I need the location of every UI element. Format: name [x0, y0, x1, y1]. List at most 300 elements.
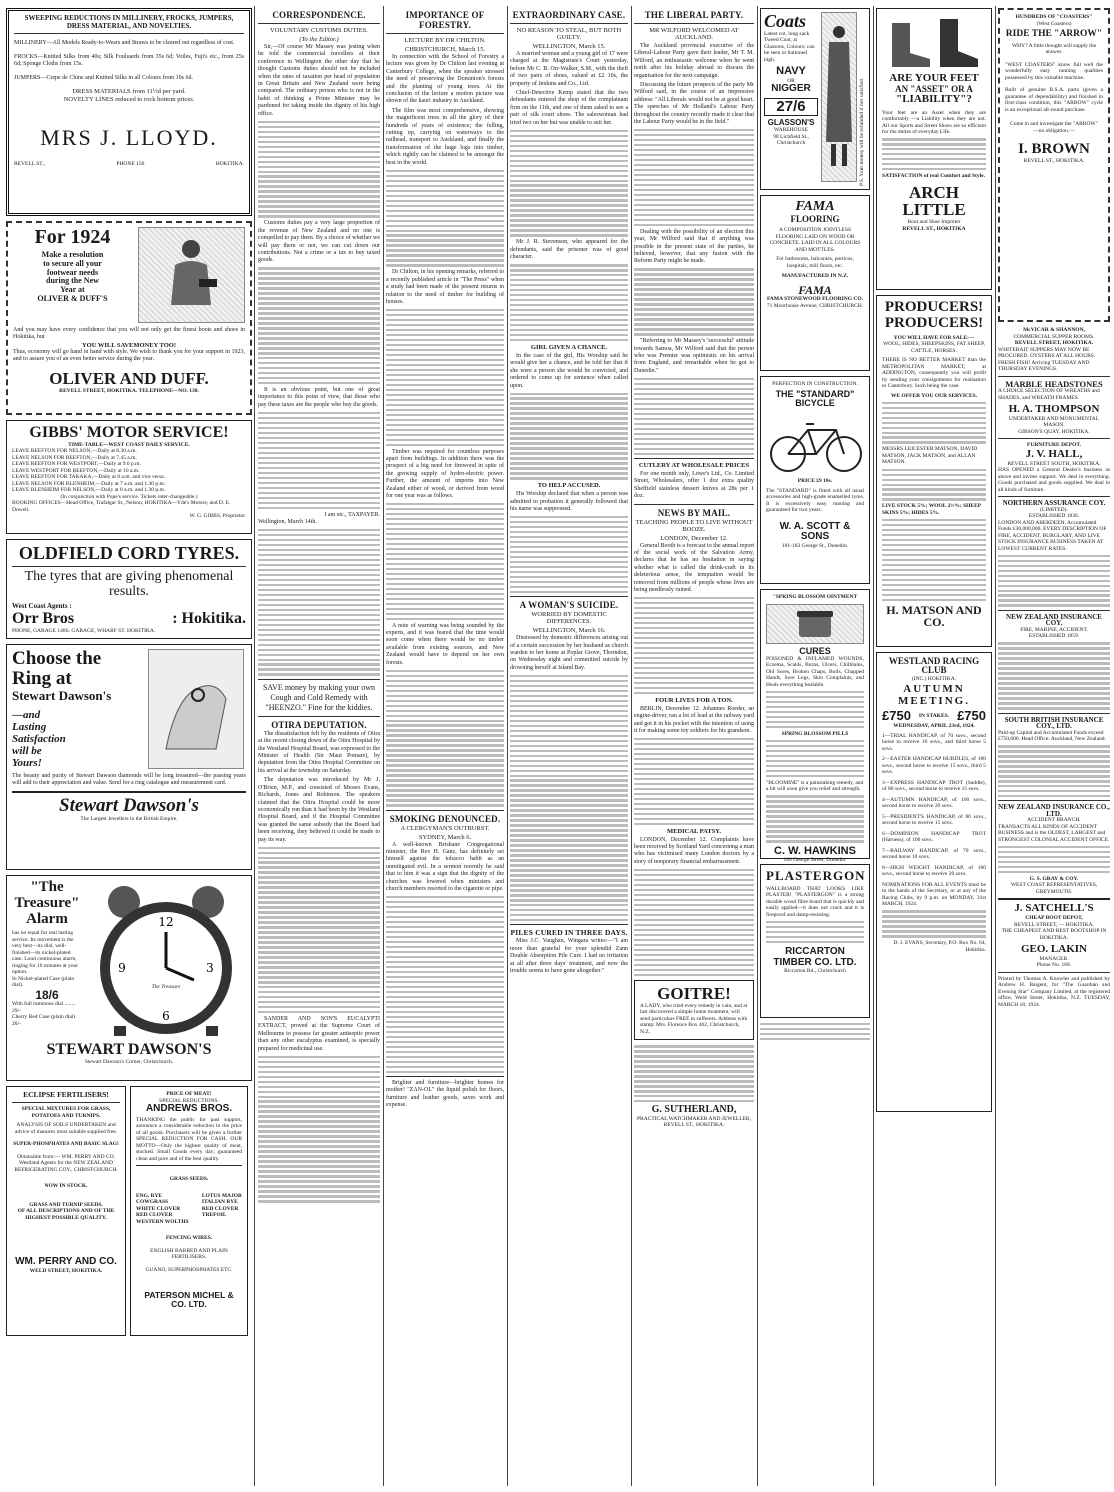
ring-tagline-line: Yours!: [12, 756, 42, 769]
riccarton-address: Riccarton Rd., Christchurch: [784, 968, 846, 975]
alarm-luminous: With full luminous dial ........ 29/-: [12, 1001, 76, 1014]
oliver-line: Year at: [60, 285, 85, 295]
alarm-clock-brand: The Treasure: [151, 984, 181, 990]
mcvicar-sub: COMMERCIAL SUPPER ROOMS.: [1013, 333, 1095, 340]
racing-sub: (INC.) HOKITIKA.: [911, 675, 957, 682]
text-filler: [258, 412, 380, 509]
smoking-sub: A CLERGYMAN'S OUTBURST.: [400, 824, 490, 832]
glasson-name: GLASSON'S: [767, 117, 815, 127]
text-filler: [634, 378, 754, 455]
column-2: [258, 8, 380, 1484]
correspondence-heading: CORRESPONDENCE.: [272, 10, 366, 20]
alarm-body: has no equal for real lasting service. Its movement is the very best—its dial, well-finished—its nickel-plated case. Loud continuous alarm, ringing for 10 minutes at your option.: [12, 930, 79, 976]
seed-item: COWGRASS: [136, 1199, 169, 1205]
ring-top: [12, 649, 246, 769]
ring-tagline-line: —and: [12, 708, 41, 721]
article-paragraph: Sir,—Of course Mr Massey was jesting when he told the commercial travellers at their conference in Wellington the other day that he thought Customs duties should not be included when the rates of taxation per head of population in Great Britain and New Zealand were being compared. The ordinary person who is not in the habit of thinking a Prime Minister may be pardoned for taking inside the dignity of his high office.: [258, 44, 380, 117]
text-filler: [882, 519, 986, 601]
text-filler: [882, 138, 986, 170]
cures-heading: CURES: [799, 645, 831, 656]
lloyd-footer-left: REVELL ST.,: [14, 161, 46, 168]
oliver-name: OLIVER AND DUFF.: [49, 368, 209, 388]
letter-sign: I am etc., TAXPAYER.: [324, 511, 380, 518]
smoking-heading: SMOKING DENOUNCED.: [389, 813, 501, 824]
treasure-alarm-advertisement: [6, 875, 252, 1081]
perry-line: SPECIAL MIXTURES FOR GRASS,: [21, 1106, 111, 1113]
autumn-meeting: AUTUMN MEETING.: [898, 683, 970, 707]
oliver-line: Make a resolution: [41, 250, 104, 259]
stewart-dawson-ring-advertisement: [6, 644, 252, 870]
column-6: [760, 8, 870, 1484]
perry-line: GRASS AND TURNIP SEEDS.: [29, 1201, 103, 1208]
timetable-line: LEAVE NELSON FOR REEFTON,—Daily at 7.45 a.m.: [12, 454, 137, 461]
fama-title: FAMA: [795, 199, 835, 214]
lloyd-line: JUMPERS—Crepe de Chine and Knitted Silks in all Colours from 10s 6d.: [14, 74, 193, 81]
text-filler: [386, 670, 504, 807]
producers-body: THERE IS NO BETTER MARKET than the METROPOLITAN MARKET, at ADDINGTON, consequently you will profit by sending your consignments for realisation to Canterbury. Such being the case.: [882, 357, 986, 389]
seed-item: TREFOIL: [201, 1212, 227, 1218]
timetable-line: LEAVE REEFTON FOR WESTPORT,—Daily at 9.0 p.m.: [12, 461, 141, 468]
nz-insurance-name: NEW ZEALAND INSURANCE COY.: [1006, 612, 1102, 628]
text-filler: [998, 642, 1110, 709]
article-paragraph: SANDER AND SON'S EUCALYPTI EXTRACT, proved at the Supreme Court of Melbourne to possess far greater antiseptic power than any other eucalyptus examined, is specially prepared for medicinal use.: [258, 1016, 380, 1052]
ring-text: [12, 649, 142, 769]
goitre-advertisement: [634, 980, 754, 1040]
standard-bicycle-advertisement: [760, 376, 870, 584]
spring-title: "SPRING BLOSSOM OINTMENT: [772, 594, 858, 600]
race-entry: 6—DOMINION HANDICAP TROT (Harness), of 100 sovs.: [882, 830, 986, 844]
bottom-ad-row: [6, 1086, 252, 1336]
seed-item: RED CLOVER: [201, 1205, 239, 1212]
perry-advertisement: [6, 1086, 126, 1336]
coasters-heading: HUNDREDS OF "COASTERS": [1015, 14, 1093, 20]
gibbs-timetable: [12, 448, 246, 494]
oliver-line: footwear needs: [46, 267, 99, 277]
mcvicar-name: McVICAR & SHANNON,: [1023, 327, 1085, 333]
column-1: [6, 8, 252, 1484]
boots-illustration: [882, 13, 986, 73]
feet-question: "LIABILITY"?: [896, 92, 972, 105]
column-8: [998, 8, 1110, 1484]
text-filler: [386, 309, 504, 446]
lloyd-footer-town: HOKITIKA.: [215, 161, 244, 168]
oldfield-agent-town: : Hokitika.: [172, 609, 246, 627]
oldfield-footer: PHONE, GARAGE 148S. GARAGE, WHARF ST. HOKITIKA.: [12, 627, 156, 634]
girl-chance-heading: GIRL GIVEN A CHANCE.: [530, 343, 608, 351]
ring-title: Stewart Dawson's: [12, 687, 112, 703]
coats-text: [764, 12, 818, 186]
paterson-name: PATERSON MICHEL & CO. LTD.: [144, 1290, 234, 1309]
help-accused-heading: TO HELP ACCUSED.: [537, 482, 601, 490]
westland-racing-advertisement: [876, 652, 992, 1112]
fama-flooring: FLOORING: [790, 213, 840, 224]
thompson-name: H. A. THOMPSON: [1008, 403, 1100, 416]
woman-shoe-illustration: [138, 227, 245, 323]
hall-body: HAS OPENED a General Dealer's business as above and invites support. We deal in everything. Goods purchased and goods supplied. We deal in all kinds of furniture.: [998, 467, 1110, 493]
article-paragraph: BERLIN, December 12. Johannes Roeder, an engine-driver, ran a lot of lead at the railway yard and got it in his pocket with the intention of using it for making some toy soldiers for his grandson.: [634, 705, 754, 734]
text-filler: [386, 170, 504, 267]
timetable-line: LEAVE NELSON FOR BLENHEIM,—Daily at 7 a.m. and 1.30 p.m.: [12, 480, 166, 487]
coats-or: OR: [787, 77, 795, 84]
extraordinary-heading: EXTRAORDINARY CASE.: [512, 10, 626, 20]
race-entry: 8—HIGH WEIGHT HANDICAP, of 100 sovs., second horse to receive 20 sovs.: [882, 864, 986, 878]
dateline: CHRISTCHURCH, March 15.: [404, 46, 486, 53]
south-british-name: SOUTH BRITISH INSURANCE COY., LTD.: [1004, 715, 1104, 731]
seed-item: ENG. RYE: [136, 1192, 163, 1199]
spring-blossom-advertisement: [760, 589, 870, 864]
article-paragraph: Discussing the future prospects of the party Mr Wilford said, in the course of an impressive address: "All Liberals would not be at good heart. The speeches of Mr Holland's Labour Party throughout the country recently made it clear that the Labour Party would be in the field.": [634, 82, 754, 126]
medical-heading: MEDICAL PATSY.: [666, 827, 722, 835]
text-filler: [510, 393, 628, 480]
gibbs-title: GIBBS' MOTOR SERVICE!: [29, 424, 229, 441]
lakin-phone: Phone No. 168.: [1036, 962, 1072, 969]
race-entry: 4—AUTUMN HANDICAP, of 100 sovs., second horse to receive 20 sovs.: [882, 796, 986, 810]
text-filler: [998, 846, 1110, 873]
satchell-sub: CHEAP BOOT DEPOT,: [1025, 915, 1083, 921]
article-paragraph: The dissatisfaction felt by the residents of Otira at the recent closing down of the Otira Hospital by the Westland Hospital Board, was expressed to the Minister of Health (Sir Maui Pomare), by deputation from the Otira Hospital Committee on his arrival at the township on Saturday.: [258, 730, 380, 774]
article-paragraph: Chief-Detective Kemp stated that the two defendants entered the shop of the complainant firm on the 11th, and one of them asked to see a pair of silk court shoes. The saleswoman had tried two on her but was unable to suit her.: [510, 90, 628, 126]
column-5: [634, 8, 754, 1484]
svg-text:9: 9: [118, 961, 126, 975]
ring-tagline: [12, 709, 142, 769]
andrews-advertisement: [130, 1086, 248, 1336]
article-paragraph: A married woman and a young girl of 17 were charged at the Magistrate's Court yesterday, before Mr C. B. Orr-Walker, S.M., with the theft of two pairs of shoes, valued at £2 10s, the property of Jenkins and Co., Ltd.: [510, 51, 628, 87]
plastergon-advertisement: [760, 864, 870, 1018]
heenzo-ad: SAVE money by making your own Cough and Cold Remedy with "HEENZO." Fine for the kiddies.: [262, 682, 376, 712]
article-paragraph: The film was most comprehensive, showing the magnificent trees in all the glory of their hundreds of years of existence; the felling, cutting up, carrying on waterways to the railhead, transport to Auckland, and finally the transformation of the huge logs into timber, which rightly can be claimed to be amongst the best in the world.: [386, 107, 504, 166]
alarm-clock-icon: [86, 880, 246, 1040]
article-paragraph: It is an obvious point, but one of great importance to this point of view, that those who pay these taxes are the people who buy the goods.: [258, 387, 380, 408]
fama-title-2: FAMA: [798, 282, 832, 297]
nz-insurance-established: ESTABLISHED 1859.: [1028, 633, 1080, 640]
ring-title: Ring at: [12, 667, 72, 689]
bicycle-price: PRICE £9 10s.: [797, 478, 833, 485]
text-filler: [634, 738, 754, 825]
lloyd-line: FROCKS—Knitted Silks from 40s; Silk Fouluards from 35s 6d; Voiles, Fuji's etc., from 25s 6d; Sponge Cloths from 15s.: [14, 53, 244, 68]
column-rule: [254, 6, 255, 1486]
coasters-sub: (West Coasters): [1036, 20, 1072, 27]
timetable-line: LEAVE WESTPORT FOR REEFTON,—Daily at 10 a.m.: [12, 467, 140, 474]
nzic-body: TRANSACTS ALL KINDS OF ACCIDENT BUSINESS and is the OLDEST, LARGEST and STRONGEST COLONIAL ACCIDENT OFFICE.: [998, 823, 1110, 843]
lloyd-line: NOVELTY LINES reduced to rock bottom prices.: [63, 96, 195, 103]
brown-address: REVELL ST., HOKITIKA.: [1023, 158, 1085, 165]
liberal-sub: MR WILFORD WELCOMED AT AUCKLAND.: [649, 27, 739, 41]
race-entry: 7—RAILWAY HANDICAP, of 70 sovs., second horse 10 sovs.: [882, 847, 986, 861]
oliver-save: YOU WILL SAVEMONEY TOO!: [81, 341, 177, 349]
producers-offer: WE OFFER YOU OUR SERVICES.: [890, 392, 978, 399]
feet-question: ARE YOUR FEET: [889, 72, 979, 84]
andrews-name: ANDREWS BROS.: [145, 1103, 233, 1114]
marble-body: A CHOICE SELECTION OF WREATHS and SHADES, and WREATH FRAMES.: [998, 388, 1100, 401]
hawkins-name: C. W. HAWKINS: [774, 844, 856, 857]
blooming-body: "BLOOMINE" is a painstaking remedy, and a bit will soon give you relief and strength.: [766, 779, 864, 793]
goitre-body: A LADY, who tried every remedy in vain, and at last discovered a simple home treatment, will send particulars FREE to sufferers. Address with stamp: Mrs. Florence Box 462, Christchurch, N.Z.: [640, 1002, 748, 1035]
alarm-cherry: Cherry Red Case (plain dial) 20/-: [12, 1014, 76, 1027]
nzic-sub: ACCIDENT BRANCH.: [1027, 817, 1081, 824]
northern-name: NORTHERN ASSURANCE COY.: [1002, 499, 1106, 508]
printer-imprint: Printed by Thomas A. Knowles and published by Andrew H. Baigent, for "The Guardian and Evening Star" Company Limited, at the registered office, Weld Street, Hokitika, N.Z. TUESDAY, MARCH 18, 1924.: [998, 975, 1110, 1008]
furniture-heading: FURNITURE DEPOT.: [1027, 442, 1081, 449]
seed-item: LOTUS MAJOR: [201, 1192, 242, 1199]
perry-line: POTATOES AND TURNIPS.: [31, 1112, 101, 1119]
andrews-body: THANKING the public for past support, announce a considerable reduction in the price of all goods. Purchasers will be given a further SPECIAL REDUCTION FOR CASH. OUR MOTTO—Only the highest quality of meat, stocked. Small Goods every day; guaranteed clean and pure and of the best quality.: [136, 1116, 242, 1162]
article-paragraph: His Worship declared that when a person was admitted to probation it generally followed that his name was suppressed.: [510, 491, 628, 513]
news-heading: NEWS BY MAIL.: [657, 507, 731, 518]
oldfield-agent-row: [12, 610, 246, 628]
article-paragraph: Miss J.C. Vaughan, Wingara writes:—"I am more than grateful for your splendid Zann Double Absorption Pile Cure. I had no irritation at all after three days' treatment, and now the trouble seems to have gone altogether.": [510, 938, 628, 975]
coat-figure-illustration: [821, 12, 857, 182]
text-filler: [510, 516, 628, 593]
lloyd-name: MRS J. LLOYD.: [40, 125, 218, 150]
timetable-line: LEAVE REEFTON FOR TAKAKA,—Daily at 8 a.m. and vice versa.: [12, 474, 166, 481]
article-paragraph: A well-known Brisbane Congregational minister, the Rev H. Ganz, has definitely set himself against the tobacco habit as an unmitigated evil. In a sermon recently he said that to him it was a sign that the dignity of the churches was lowered when ministers and church members resorted to the cigarette or pipe.: [386, 841, 504, 893]
arch-little-address: REVELL ST., HOKITIKA: [902, 225, 966, 232]
gray-sub: WEST COAST REPRESENTATIVES, GREYMOUTH.: [1010, 882, 1098, 895]
column-7: [876, 8, 992, 1484]
lakin-name: GEO. LAKIN: [1020, 943, 1087, 955]
coats-body: Latest cut, long sack Tweed Coat, at Glassons, Colours: can be seen or buttoned high.: [764, 30, 815, 63]
article-paragraph: The deputation was introduced by Mr J. O'Brien, M.P., and consisted of Messrs Evans, Richards, Jones and Robinson. The speakers claimed that the Otira Hospital could be more economically run than it had been by the Westland Hospital Board, and if the Hospital Committee was granted the same subsidy that the Board had been receiving, they believed it could be made to pay its way.: [258, 777, 380, 843]
text-filler: [258, 1056, 380, 1203]
oliver-text-block: [13, 227, 132, 323]
article-paragraph: Customs duties pay a very large proportion of the revenue of New Zealand and no one is compelled to pay them. By a choice of whether we will pay them or not, we can cut down our contributions. Not a crime or a tax to buy taxed goods.: [258, 220, 380, 264]
article-paragraph: Mr J. R. Stevenson, who appeared for the defendants, said the prisoner was of good character.: [510, 239, 628, 261]
coasters-body-2: Built of genuine B.S.A. parts (given a guarantee of dependability) and finished in first-class condition, this "ARROW" cycle is an exceptional all-round purchase.: [1005, 87, 1103, 113]
suicide-heading: A WOMAN'S SUICIDE.: [519, 600, 619, 611]
text-filler: [258, 529, 380, 676]
race-entry: 1—TRIAL HANDICAP, of 70 sovs., second horse to receive 10 sovs., and third horse 5 sovs.: [882, 732, 986, 752]
race-entry: 3—EXPRESS HANDICAP TROT (Saddle), of 80 sovs., second horse to receive 15 sovs.: [882, 779, 986, 793]
marble-heading: MARBLE HEADSTONES: [1005, 378, 1103, 389]
text-filler: [510, 675, 628, 922]
arch-little-sub: Boot and Shoe Importer: [907, 219, 961, 226]
lloyd-line: DRESS MATERIALS from 11½d per yard.: [72, 88, 186, 95]
matson-name: H. MATSON AND CO.: [886, 602, 982, 630]
dateline: WELLINGTON, March 15.: [532, 43, 606, 50]
nz-insurance-sub: FIRE, MARINE, ACCIDENT.: [1020, 626, 1088, 633]
andrews-fencing: FENCING WIRES.: [165, 1235, 213, 1241]
andrews-seeds: GRASS SEEDS.: [169, 1176, 209, 1182]
suicide-sub: WORRIED BY DOMESTIC DIFFERENCES.: [531, 611, 607, 626]
boots-icon: [884, 13, 984, 71]
article-paragraph: In the case of the girl, His Worship said he would give her a chance, and he told her that if she were a person she would be convicted, and ordered to come up for sentence when called upon.: [510, 352, 628, 389]
oldfield-tagline: The tyres that are giving phenomenal results.: [24, 568, 234, 599]
svg-text:12: 12: [158, 915, 174, 929]
hall-name: J. V. HALL,: [1025, 447, 1083, 460]
zanol-ad: Brighter and furniture—brighter homes for mother! "ZAN-OL" the liquid polish for floors, furniture and leather goods, saves work and expense.: [386, 1079, 504, 1109]
andrews-title: PRICE OF MEAT!: [166, 1091, 212, 1097]
text-filler: [634, 1045, 754, 1102]
text-filler: [258, 267, 380, 384]
column-rule: [383, 6, 384, 1486]
article-paragraph: The Auckland provincial executive of the Liberal-Labour Party gave their leader, Mr T. M. Wilford, an enthusiastic welcome when he went north after his holiday abroad to discuss the organisation for the next campaign.: [634, 43, 754, 79]
text-filler: [766, 740, 864, 777]
perry-title: ECLIPSE FERTILISERS!: [23, 1090, 109, 1099]
sutherland-sub: PRACTICAL WATCHMAKER AND JEWELLER,: [637, 1115, 751, 1122]
text-filler: [258, 847, 380, 1014]
oliver-line: to secure all your: [43, 258, 102, 268]
oliver-footer: REVELL STREET, HOKITIKA. TELEPHONE—NO. 130.: [59, 387, 199, 394]
oldfield-advertisement: [6, 539, 252, 639]
forestry-heading: IMPORTANCE OF FORESTRY.: [405, 10, 485, 30]
fama-body: A COMPOSITION JOINTLESS FLOORING LAID ON WOOD OR CONCRETE. LAID IN ALL COLOURS AND MOTTLES.: [769, 227, 861, 253]
text-filler: [766, 921, 864, 943]
northern-body: LONDON AND ABERDEEN. Accumulated Funds £30,000,000. EVERY DESCRIPTION OF FIRE, ACCIDENT, BURGLARY, AND LIVE STOCK INSURANCE BUSINESS TAKEN AT LOWEST CURRENT RATES.: [998, 519, 1107, 552]
ring-tagline-line: will be: [12, 744, 42, 757]
extraordinary-sub: NO REASON TO STEAL, BUT BOTH GUILTY.: [516, 27, 622, 41]
oldfield-agent-name: Orr Bros: [12, 609, 75, 627]
column-4: [510, 8, 628, 1484]
ring-tagline-line: Lasting: [12, 720, 47, 733]
feet-question: AN "ASSET" OR A: [895, 83, 973, 94]
text-filler: [766, 795, 864, 842]
text-filler: [386, 503, 504, 620]
seed-item: RED CLOVER: [136, 1212, 173, 1218]
ring-brand-sub: The Largest Jewellers in the British Empire.: [80, 815, 178, 822]
seed-list-right: [202, 1193, 242, 1226]
article-paragraph: Dr Chilton, in his opening remarks, referred to a recently published article in "The Press" when a study had been made of the present returns in relation to the need of timber for building of houses.: [386, 269, 504, 305]
column-rule: [631, 6, 632, 1486]
glasson-address: 98 Lichfield St., Christchurch: [773, 133, 809, 147]
ring-tagline-line: Satisfaction: [12, 732, 66, 745]
gibbs-sign: W. G. GIBBS, Proprietor.: [189, 513, 246, 520]
producers-list: WOOL, HIDES, SHEEPSKINS, FAT SHEEP, CATTLE, HORSES.: [883, 341, 985, 354]
mcvicar-address: REVELL STREET, HOKITIKA.: [1014, 340, 1094, 346]
glasson-refund-note: P.S. Your money will be refunded if not satisfied.: [858, 77, 865, 186]
south-british-body: Paid-up Capital and Accumulated Funds exceed £750,000. Head Office: Auckland, New Zealand.: [998, 729, 1106, 743]
arrow-why: WHY? A little thought will supply the answer.: [1011, 42, 1097, 56]
lloyd-heading: SWEEPING REDUCTIONS IN MILLINERY, FROCKS, JUMPERS, DRESS MATERIAL, AND NOVELTIES.: [24, 14, 234, 30]
arrow-come: Come in and investigate the "ARROW": [1010, 121, 1098, 128]
bicycle-illustration: [766, 412, 864, 474]
text-filler: [882, 469, 986, 501]
feet-satisfaction: SATISFACTION of real Comfort and Style.: [882, 173, 985, 180]
text-filler: [766, 691, 864, 728]
nominations: NOMINATIONS FOR ALL EVENTS must be in the hands of the Secretary, or at any of the Racing Clubs, by 9 p.m. on MONDAY, 31st MARCH, 1924.: [882, 881, 986, 908]
lloyd-advertisement: [6, 8, 252, 216]
article-paragraph: Dealing with the possibility of an election this year, Mr Wilford said that if anything was possible in the present state of the parties, he believed, however, that any fusion with the Reform Party might be made.: [634, 228, 754, 265]
feet-body: Your feet are an Asset when they are comfortably —a Liability when they are not. All our Sports and Street Shoes are so efficient for the duties of everyday Life.: [882, 109, 986, 136]
dateline: SYDNEY, March 6.: [418, 833, 472, 841]
arrow-cycle-advertisement: [998, 8, 1110, 322]
fama-flooring-advertisement: [760, 195, 870, 371]
oliver-line: OLIVER & DUFF'S: [37, 293, 108, 303]
ring-body: The beauty and purity of Stewart Dawson diamonds will be long treasured—the passing years will add to their appreciation and value. Send for a ring catalogue and measurement card.: [12, 773, 246, 787]
ointment-jar-illustration: [766, 604, 864, 644]
cures-body: POISONED & INFLAMED WOUNDS, Eczema, Scalds, Burns, Ulcers, Chilblains, Old Sores, Broken Chaps, Boils, Chapped Hands, Sore Legs, Skin Complaints, and Heals everything healable.: [766, 655, 864, 688]
seed-list-left: [136, 1193, 189, 1226]
andrews-fencing-detail: ENGLISH BARBED AND PLAIN FERTILISERS.: [150, 1247, 228, 1260]
column-rule: [873, 6, 874, 1486]
fama-address: 71 Moorhouse Avenue, CHRISTCHURCH.: [766, 302, 864, 309]
oliver-top: [13, 227, 245, 323]
perry-line: OF ALL DESCRIPTIONS AND OF THE HIGHEST POSSIBLE QUALITY.: [17, 1208, 115, 1221]
arrow-title: RIDE THE "ARROW": [1005, 29, 1103, 39]
plastergon-title: PLASTERGON: [766, 868, 866, 883]
text-filler: [510, 264, 628, 341]
alarm-brand: STEWART DAWSON'S: [46, 1041, 212, 1058]
alarm-pricing: In Nickel-plated Case (plain dial).: [12, 975, 75, 989]
bicycle-tag: PERFECTION IN CONSTRUCTION.: [772, 381, 858, 387]
perry-line: ANALYSIS OF SOILS UNDERTAKEN and advice of manures most suitable supplied free.: [14, 1122, 118, 1135]
goitre-title: GOITRE!: [657, 983, 731, 1003]
article-paragraph: Distressed by domestic differences arising out of a certain succession by her husband as church warden to her home at Poplar Grove, Thorndon, on Wednesday night and committed suicide by drowning herself at Island Bay.: [510, 635, 628, 671]
thompson-sub: UNDERTAKER AND MONUMENTAL MASON.: [1008, 415, 1100, 429]
nzic-name: NEW ZEALAND INSURANCE CO., LTD.: [998, 803, 1110, 818]
racing-date: WEDNESDAY, APRIL 23rd, 1924.: [893, 723, 975, 730]
northern-sub: (LIMITED).: [1040, 506, 1068, 513]
mcvicar-body: WHITEBAIT SUPPERS MAY NOW BE PROCURED. OYSTERS AT ALL HOURS. FRESH FISH! Arriving TUESDAY AND THURSDAY EVENINGS.: [998, 346, 1096, 372]
producers-advertisement: [876, 295, 992, 647]
coats-title: Coats: [764, 11, 807, 31]
seed-item: ITALIAN RYE: [201, 1199, 238, 1205]
correspondence-sub: VOLUNTARY CUSTOMS DUTIES.: [270, 27, 368, 34]
svg-text:3: 3: [206, 961, 214, 975]
timetable-line: LEAVE REEFTON FOR NELSON,—Daily at 8.30 a.m.: [12, 448, 137, 455]
glasson-coats-advertisement: [760, 8, 870, 190]
alarm-top: [12, 880, 246, 1040]
gray-name: G. S. GRAY & COY.: [1029, 875, 1079, 882]
coat-figure-icon: [824, 22, 854, 172]
producers-names: MESSRS LEICESTER MATSON, DAVID MATSON, JACK MATSON, and ALLAN MATSON.: [882, 446, 978, 466]
producers-title-2: PRODUCERS!: [884, 314, 984, 331]
producers-title: PRODUCERS!: [884, 299, 984, 315]
text-filler: [998, 555, 1110, 607]
to-editor: (To the Editor.): [299, 36, 339, 43]
gibbs-advertisement: [6, 420, 252, 534]
oliver-line: during the New: [46, 276, 99, 286]
scott-name: W. A. SCOTT & SONS: [779, 520, 851, 543]
woman-figure-icon: [161, 235, 221, 315]
cutlery-ad: For one month only, Lowe's Ltd., Co. Limited Street, Wholesalers, offer 1 doz extra quality Sheffield stainless dessert knives at 28s per 1 doz.: [634, 470, 754, 500]
text-filler: [634, 597, 754, 694]
coats-nigger: NIGGER: [771, 83, 811, 95]
article-paragraph: In connection with the School of Forestry a lecture was given by Dr Chilton last evening at Canterbury College, when the speaker stressed the need of preserving the Dominion's forests and the planting of young trees. At the conclusion of the lecture a motion picture was shown of the kauri industry in Auckland.: [386, 54, 504, 105]
seed-list: [136, 1193, 242, 1226]
article-paragraph: General Booth is a forecast to the annual report of the social work of the Salvation Army, declares that he has no hesitation in saying whether what is called the drink-craft in its deleterious sense, the temptation would be removed from millions of people whose lives are being needlessly ruined.: [634, 542, 754, 593]
northern-established: ESTABLISHED 1836.: [1028, 513, 1080, 520]
producers-sub: YOU WILL HAVE FOR SALE:—: [893, 334, 975, 341]
alarm-title: Treasure": [14, 894, 80, 911]
arrow-obligation: —no obligation.—: [1033, 127, 1075, 134]
lloyd-footer: [14, 161, 244, 168]
alarm-brand-sub: Stewart Dawson's Corner, Christchurch.: [84, 1058, 174, 1065]
producers-rates: LIVE STOCK 5%; WOOL 2½%; SHEEP SKINS 5%; HIDES 5%.: [882, 503, 981, 516]
cutlery-heading: CUTLERY AT WHOLESALE PRICES: [638, 461, 750, 469]
text-filler: [998, 745, 1110, 797]
text-filler: [510, 130, 628, 237]
stakes-right: £750: [957, 708, 986, 724]
text-filler: [634, 129, 754, 226]
lloyd-footer-phone: PHONE 150: [116, 161, 145, 168]
article-paragraph: LONDON, December 12. Complaints have been received by Scotland Yard concerning a man who has victimised many London doctors by a story of temporary financial embarrassment.: [634, 836, 754, 865]
stakes-mid: IN STAKES.: [918, 713, 950, 720]
brown-name: I. BROWN: [1018, 141, 1090, 158]
text-filler: [258, 121, 380, 218]
plastergon-body: WALLBOARD THAT LOOKS LIKE PLASTER! "PLASTERGON" is a strong durable wood fibre board that is quickly and easily applied—it does not crack and it is fireproof and damp-resisting.: [766, 885, 864, 918]
column-3: [386, 8, 504, 1484]
forestry-sub: LECTURE BY DR CHILTON.: [404, 37, 486, 44]
race-entry: 5—PRESIDENT'S HANDICAP, of 80 sovs., second horse to receive 15 sovs.: [882, 813, 986, 827]
text-filler: [760, 1023, 870, 1040]
andrews-sub: SPECIAL REDUCTIONS.: [159, 1097, 219, 1104]
glasson-sub: WAREHOUSE: [774, 127, 808, 134]
bicycle-name: THE "STANDARD" BICYCLE: [775, 388, 855, 408]
coats-navy: NAVY: [776, 65, 806, 78]
text-filler: [386, 896, 504, 1073]
text-filler: [634, 268, 754, 335]
piles-heading: PILES CURED IN THREE DAYS.: [510, 928, 628, 938]
